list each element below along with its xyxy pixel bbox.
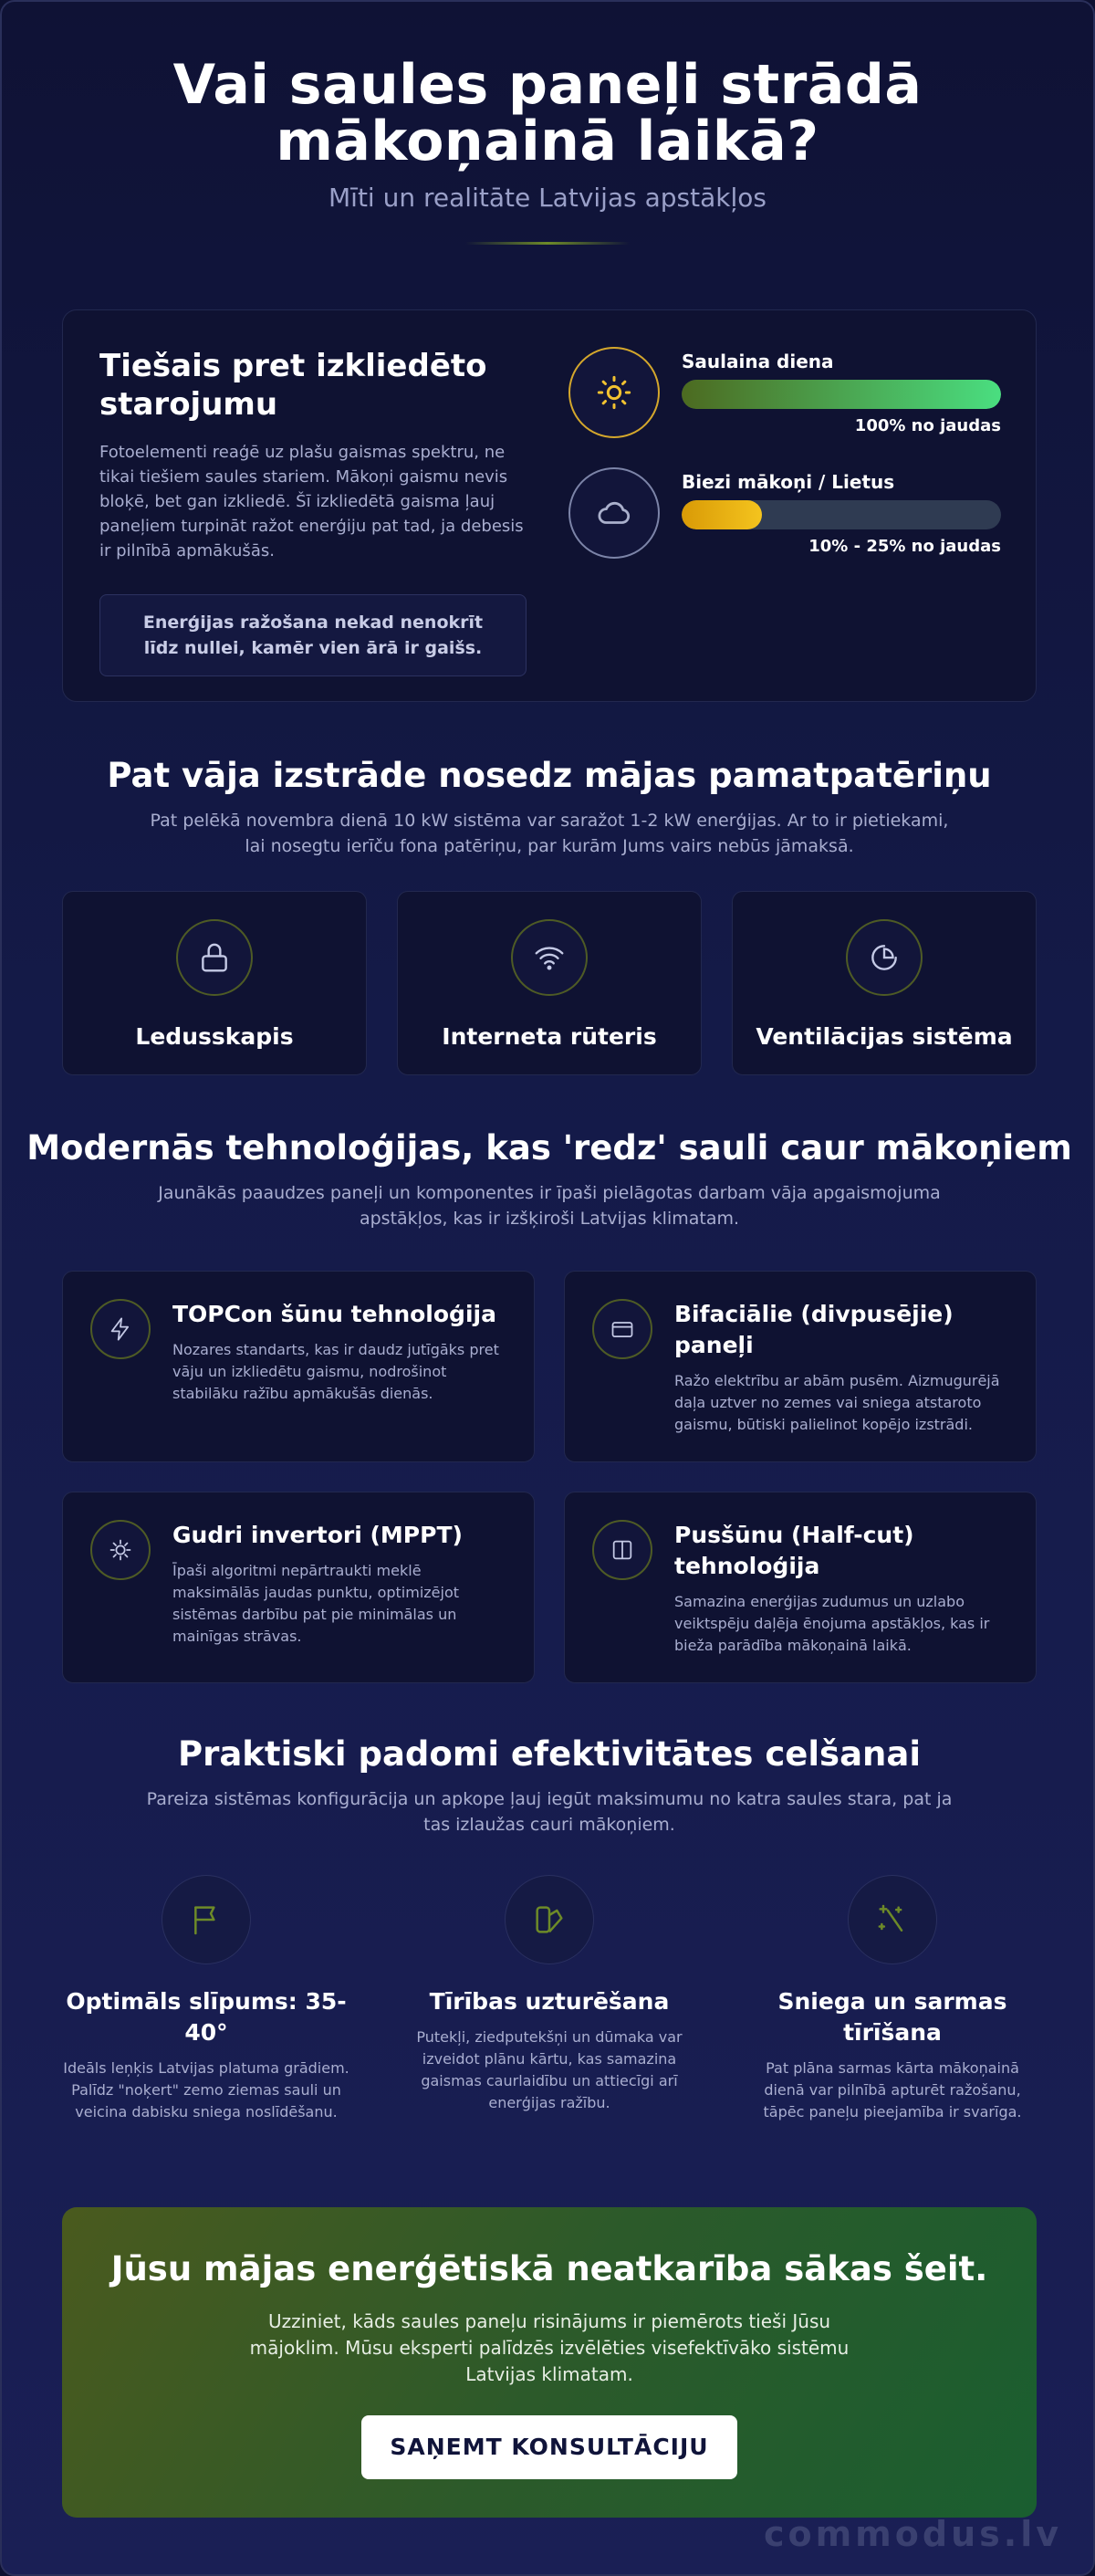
sun-icon bbox=[568, 347, 660, 438]
irradiance-note: Enerģijas ražošana nekad nenokrīt līdz nullei, kamēr vien ārā ir gaišs. bbox=[99, 594, 527, 676]
appliance-label: Ledusskapis bbox=[135, 1023, 294, 1050]
cleaning-icon bbox=[505, 1875, 594, 1964]
cloud-icon bbox=[568, 467, 660, 559]
tech-card-bifacial bbox=[564, 1271, 1037, 1462]
appliance-label: Ventilācijas sistēma bbox=[756, 1023, 1013, 1050]
panel-icon bbox=[592, 1299, 652, 1359]
tech-section bbox=[2, 1128, 1095, 1231]
appliance-card-router bbox=[397, 891, 702, 1075]
bolt-icon bbox=[90, 1299, 151, 1359]
appliance-card-fridge bbox=[62, 891, 367, 1075]
appliance-label: Interneta rūteris bbox=[442, 1023, 657, 1050]
meter-value: 10% - 25% no jaudas bbox=[808, 537, 1001, 556]
irradiance-card bbox=[62, 309, 1037, 702]
irradiance-meters bbox=[568, 347, 1006, 588]
tech-text: Samazina enerģijas zudumus un uzlabo veiktspēju daļēja ēnojuma apstākļos, kas ir bieža parādība mākoņainā laikā. bbox=[674, 1593, 990, 1654]
tips-title: Praktiski padomi efektivitātes celšanai bbox=[177, 1734, 922, 1774]
irradiance-text-block bbox=[99, 347, 527, 676]
tech-title: Bifaciālie (divpusējie) paneļi bbox=[674, 1301, 954, 1358]
lock-icon bbox=[176, 919, 253, 996]
meter-label: Saulaina diena bbox=[682, 351, 834, 372]
tech-card-inverter bbox=[62, 1492, 535, 1683]
chip-icon bbox=[90, 1520, 151, 1580]
cta-title: Jūsu mājas enerģētiskā neatkarība sākas šeit. bbox=[110, 2249, 988, 2288]
hero bbox=[2, 2, 1093, 245]
tip-cleaning bbox=[405, 1875, 694, 2123]
tech-body bbox=[674, 1299, 1012, 1436]
consultation-button[interactable]: SAŅEMT KONSULTĀCIJU bbox=[361, 2415, 737, 2479]
split-icon bbox=[592, 1520, 652, 1580]
tip-title: Tīrības uzturēšana bbox=[429, 1988, 670, 2015]
tech-body bbox=[674, 1520, 1012, 1657]
tip-snow bbox=[748, 1875, 1037, 2123]
appliance-list bbox=[62, 891, 1037, 1075]
tech-text: Nozares standarts, kas ir daudz jutīgāks pret vāju un izkliedētu gaismu, nodrošinot stabilāku ražību apmākušās dienās. bbox=[172, 1341, 499, 1402]
hero-divider bbox=[465, 242, 630, 245]
appliance-card-ventilation bbox=[732, 891, 1037, 1075]
tip-text: Pat plāna sarmas kārta mākoņainā dienā var pilnībā apturēt ražošanu, tāpēc paneļu pieejamība ir svarīga. bbox=[763, 2059, 1022, 2120]
tip-title: Optimāls slīpums: 35-40° bbox=[66, 1988, 347, 2046]
progress-track bbox=[682, 500, 1001, 529]
tip-tilt bbox=[62, 1875, 350, 2123]
flag-icon bbox=[162, 1875, 251, 1964]
tech-body bbox=[172, 1520, 510, 1648]
page-subtitle: Mīti un realitāte Latvijas apstākļos bbox=[328, 183, 766, 213]
cta-banner bbox=[62, 2207, 1037, 2518]
tech-title: Modernās tehnoloģijas, kas 'redz' sauli caur mākoņiem bbox=[26, 1128, 1072, 1168]
sparkle-wand-icon bbox=[848, 1875, 937, 1964]
consumption-title: Pat vāja izstrāde nosedz mājas pamatpatēriņu bbox=[107, 756, 992, 795]
consumption-section bbox=[2, 756, 1095, 859]
tech-grid bbox=[62, 1271, 1037, 1683]
meter-value: 100% no jaudas bbox=[854, 416, 1001, 435]
tips-text: Pareiza sistēmas konfigurācija un apkope ļauj iegūt maksimumu no katra saules stara, pat ja tas izlaužas cauri mākoņiem. bbox=[146, 1789, 953, 1835]
meter-label: Biezi mākoņi / Lietus bbox=[682, 471, 895, 493]
tech-text: Ražo elektrību ar abām pusēm. Aizmugurējā daļa uztver no zemes vai sniega atstaroto gaismu, būtiski palielinot kopējo izstrādi. bbox=[674, 1372, 1000, 1433]
tech-title: Pusšūnu (Half-cut) tehnoloģija bbox=[674, 1522, 914, 1579]
tech-text: Jaunākās paaudzes paneļi un komponentes ir īpaši pielāgotas darbam vāja apgaismojuma apstākļos, kas ir izšķiroši Latvijas klimatam. bbox=[158, 1183, 941, 1229]
watermark: commodus.lv bbox=[763, 2514, 1062, 2554]
progress-fill bbox=[682, 500, 762, 529]
fan-icon bbox=[846, 919, 923, 996]
tip-text: Ideāls leņķis Latvijas platuma grādiem. Palīdz "noķert" zemo ziemas sauli un veicina dabisku sniega noslīdēšanu. bbox=[63, 2059, 349, 2120]
tech-text: Īpaši algoritmi nepārtraukti meklē maksimālās jaudas punktu, optimizējot sistēmas darbību pat pie minimālas un mainīgas strāvas. bbox=[172, 1562, 460, 1645]
page-title: Vai saules paneļi strādā mākoņainā laikā? bbox=[172, 53, 923, 173]
tips-section bbox=[2, 1734, 1095, 1838]
meter-sunny bbox=[568, 347, 1006, 467]
progress-fill bbox=[682, 380, 1001, 409]
consumption-text: Pat pelēkā novembra dienā 10 kW sistēma var saražot 1-2 kW enerģijas. Ar to ir pietiekami, lai nosegtu ierīču fona patēriņu, par kurām Jums vairs nebūs jāmaksā. bbox=[150, 811, 949, 856]
wifi-icon bbox=[511, 919, 588, 996]
meter-cloudy bbox=[568, 467, 1006, 588]
cta-text: Uzziniet, kāds saules paneļu risinājums ir piemērots tieši Jūsu mājoklim. Mūsu eksperti palīdzēs izvēlēties visefektīvāko sistēmu Latvijas klimatam. bbox=[249, 2310, 850, 2385]
irradiance-title: Tiešais pret izkliedēto starojumu bbox=[99, 348, 487, 423]
tip-title: Sniega un sarmas tīrīšana bbox=[777, 1988, 1007, 2046]
tech-card-half-cut bbox=[564, 1492, 1037, 1683]
irradiance-text: Fotoelementi reaģē uz plašu gaismas spektru, ne tikai tiešiem saules stariem. Mākoņi gaismu nevis bloķē, bet gan izkliedē. Šī izkliedētā gaisma ļauj paneļiem turpināt ražot enerģiju pat tad, ja debesis ir pilnībā apmākušās. bbox=[99, 443, 524, 560]
tip-text: Putekļi, ziedputekšņi un dūmaka var izveidot plānu kārtu, kas samazina gaismas caurlaidību un attiecīgi arī enerģijas ražību. bbox=[416, 2028, 683, 2111]
tips-list bbox=[62, 1875, 1037, 2123]
progress-track bbox=[682, 380, 1001, 409]
tech-body bbox=[172, 1299, 510, 1405]
tech-title: TOPCon šūnu tehnoloģija bbox=[172, 1301, 496, 1327]
tech-card-topcon bbox=[62, 1271, 535, 1462]
tech-title: Gudri invertori (MPPT) bbox=[172, 1522, 463, 1548]
